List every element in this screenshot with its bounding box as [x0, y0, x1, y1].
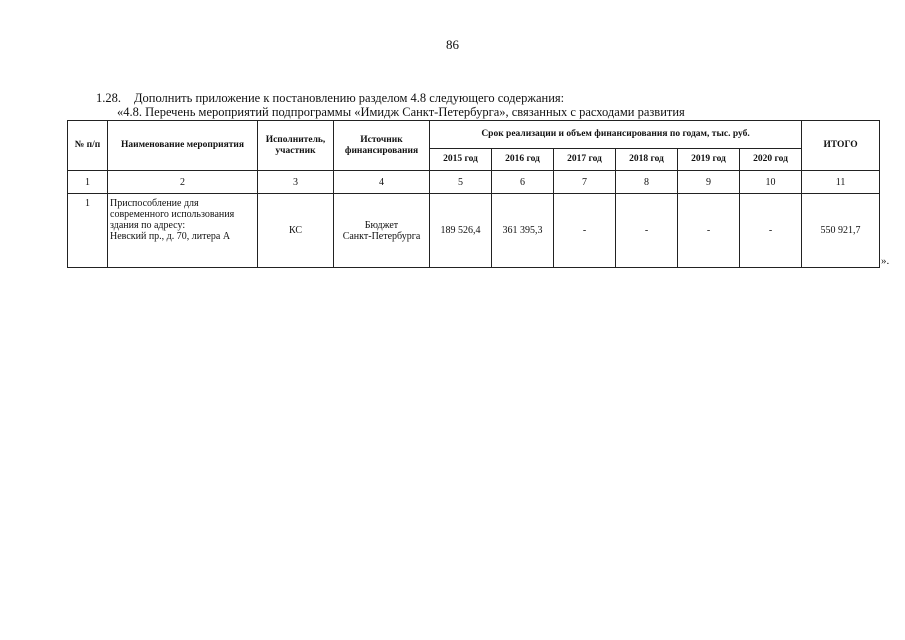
header-executor: Исполнитель, участник — [258, 121, 334, 171]
header-year: 2017 год — [554, 149, 616, 171]
column-number: 7 — [554, 171, 616, 194]
header-total: ИТОГО — [802, 121, 880, 171]
header-year: 2016 год — [492, 149, 554, 171]
row-value-2019: - — [678, 194, 740, 268]
column-number: 4 — [334, 171, 430, 194]
table-row — [68, 194, 880, 268]
clause-number: 1.28. — [96, 91, 121, 105]
header-period: Срок реализации и объем финансирования по годам, тыс. руб. — [430, 121, 802, 149]
column-number: 8 — [616, 171, 678, 194]
row-name-line: Невский пр., д. 70, литера А — [110, 231, 231, 242]
column-number: 10 — [740, 171, 802, 194]
row-value-2016: 361 395,3 — [492, 194, 554, 268]
row-value-2015: 189 526,4 — [430, 194, 492, 268]
row-source-line: Бюджет — [364, 219, 399, 231]
closing-quote: ». — [881, 255, 890, 267]
column-number: 2 — [108, 171, 258, 194]
row-value-2020: - — [740, 194, 802, 268]
header-num: № п/п — [68, 121, 108, 171]
row-name — [108, 194, 258, 268]
header-name: Наименование мероприятия — [108, 121, 258, 171]
intro-paragraph — [96, 91, 564, 105]
intro-text: Дополнить приложение к постановлению разделом 4.8 следующего содержания: — [134, 91, 565, 105]
header-year: 2015 год — [430, 149, 492, 171]
row-source — [334, 194, 430, 268]
row-total: 550 921,7 — [802, 194, 880, 268]
page-number: 86 — [446, 37, 459, 52]
column-number: 3 — [258, 171, 334, 194]
column-number: 11 — [802, 171, 880, 194]
column-number-row — [68, 171, 880, 194]
row-name-line: современного использования — [110, 209, 235, 220]
row-value-2017: - — [554, 194, 616, 268]
header-year: 2018 год — [616, 149, 678, 171]
row-value-2018: - — [616, 194, 678, 268]
column-number: 9 — [678, 171, 740, 194]
column-number: 1 — [68, 171, 108, 194]
header-year: 2019 год — [678, 149, 740, 171]
column-number: 5 — [430, 171, 492, 194]
row-name-line: Приспособление для — [110, 198, 199, 209]
row-executor: КС — [258, 194, 334, 268]
header-year: 2020 год — [740, 149, 802, 171]
row-name-line: здания по адресу: — [110, 220, 186, 231]
column-number: 6 — [492, 171, 554, 194]
header-source: Источник финансирования — [334, 121, 430, 171]
row-source-line: Санкт-Петербурга — [342, 230, 421, 242]
row-num: 1 — [68, 194, 108, 268]
section-subtitle: «4.8. Перечень мероприятий подпрограммы «Имидж Санкт-Петербурга», связанных с расходами развития — [117, 105, 685, 119]
financing-table — [67, 120, 880, 268]
header-row-top — [68, 121, 880, 149]
